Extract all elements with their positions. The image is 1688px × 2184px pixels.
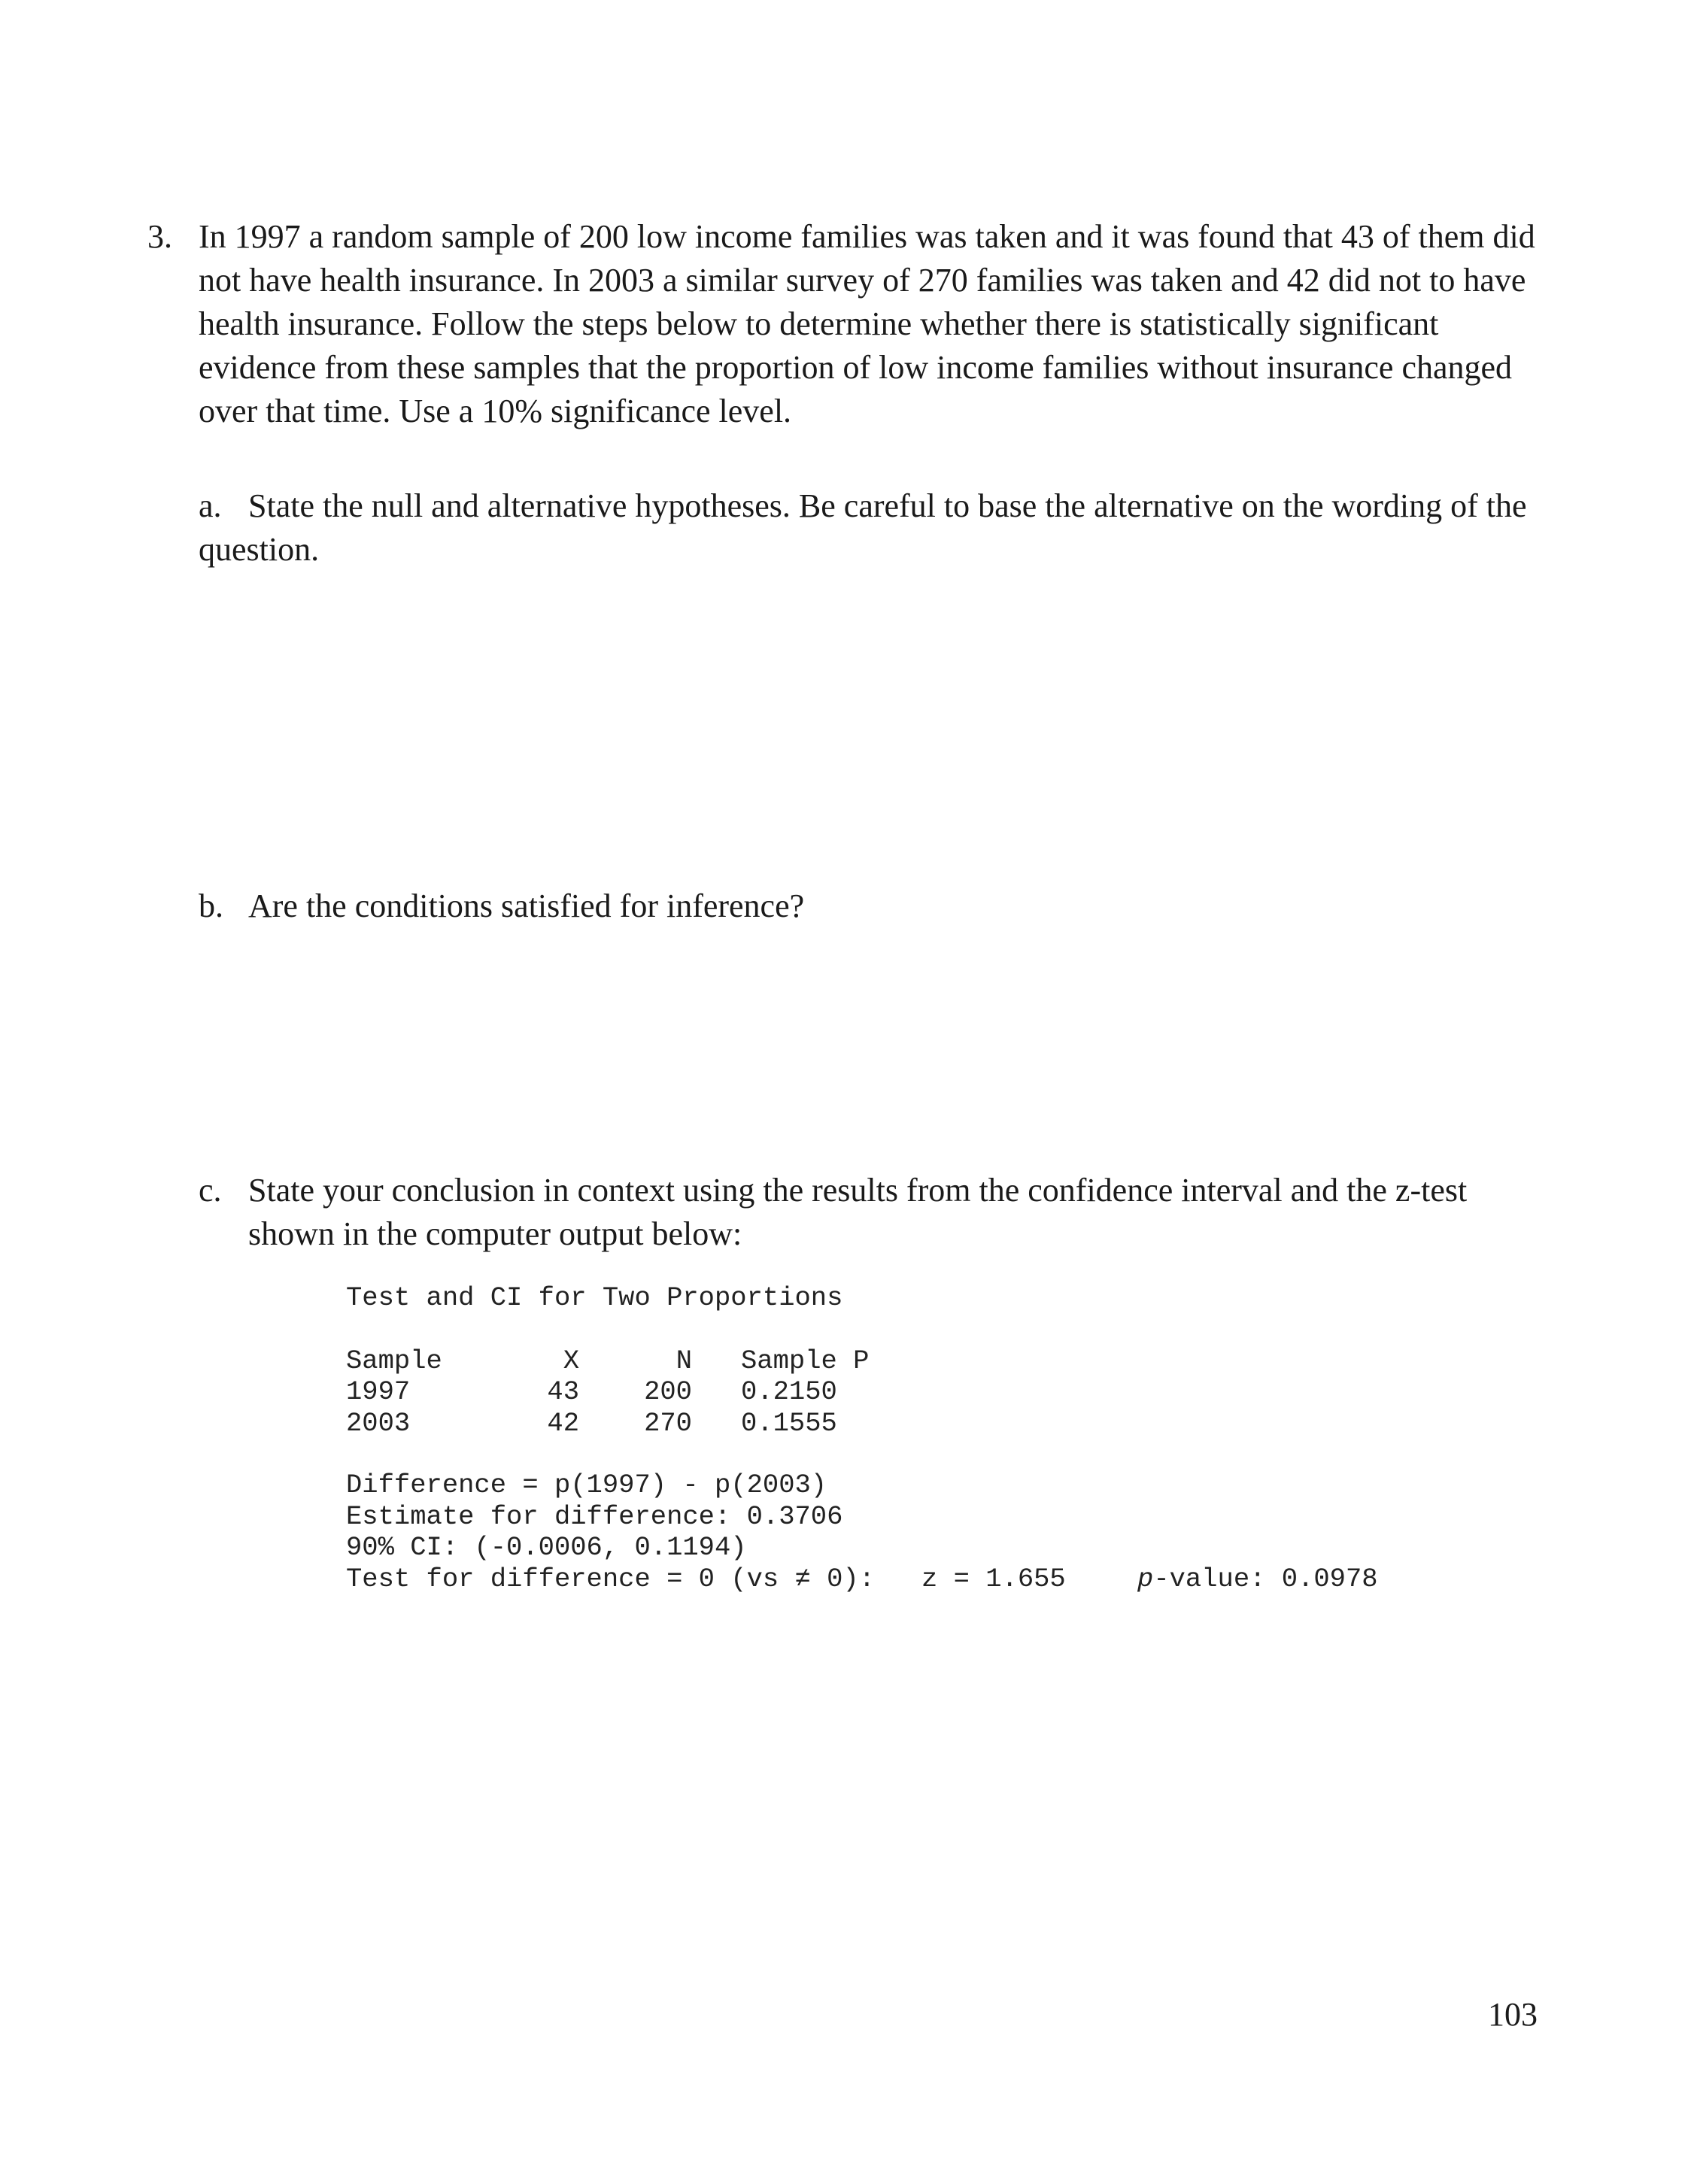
- row-n: 200: [644, 1376, 692, 1407]
- part-a-text: State the null and alternative hypotheses. Be careful to base the alternative on the wording of the: [248, 487, 1527, 524]
- part-c-letter: c.: [199, 1172, 222, 1209]
- output-test: Test for difference = 0 (vs ≠ 0):: [346, 1564, 876, 1594]
- row-x: 43: [547, 1376, 579, 1407]
- row-sample-p: 0.1555: [741, 1408, 837, 1439]
- table-row: [0, 1376, 837, 1408]
- header-n: N: [676, 1345, 692, 1376]
- table-row: [0, 1408, 837, 1439]
- output-title: Test and CI for Two Proportions: [346, 1282, 843, 1313]
- part-b-text: Are the conditions satisfied for inference?: [248, 887, 805, 924]
- row-sample: 1997: [346, 1376, 411, 1407]
- output-difference: Difference = p(1997) - p(2003): [346, 1470, 827, 1500]
- row-n: 270: [644, 1408, 692, 1439]
- output-z-statistic: z = 1.655: [921, 1564, 1066, 1594]
- page-number: 103: [1488, 1996, 1538, 2033]
- part-b-letter: b.: [199, 887, 223, 924]
- part-a-text-continued: question.: [199, 531, 320, 568]
- header-sample-p: Sample P: [741, 1345, 870, 1376]
- output-confidence-interval: 90% CI: (-0.0006, 0.1194): [346, 1532, 747, 1563]
- output-estimate: Estimate for difference: 0.3706: [346, 1501, 843, 1532]
- p-value-text: -value: 0.0978: [1153, 1564, 1378, 1594]
- row-sample-p: 0.2150: [741, 1376, 837, 1407]
- question-text: In 1997 a random sample of 200 low income families was taken and it was found that 43 of them did not have health insurance. In 2003 a similar survey of 270 families was taken and 42 did not to have health insurance. Follow the steps below to determine whether there is statistically significant evidence from these samples that the proportion of low income families without insurance changed over that time. Use a 10% significance level.: [199, 218, 1535, 429]
- output-p-value: [1137, 1564, 1378, 1595]
- row-sample: 2003: [346, 1408, 411, 1439]
- header-x: X: [563, 1345, 579, 1376]
- question-number: 3.: [147, 218, 172, 255]
- header-sample: Sample: [346, 1345, 442, 1376]
- p-value-label: p: [1137, 1564, 1154, 1594]
- part-a-letter: a.: [199, 487, 222, 524]
- part-c-text: State your conclusion in context using the results from the confidence interval and the z-test shown in the computer output below:: [248, 1172, 1468, 1252]
- output-table-header: [0, 1345, 870, 1377]
- row-x: 42: [547, 1408, 579, 1439]
